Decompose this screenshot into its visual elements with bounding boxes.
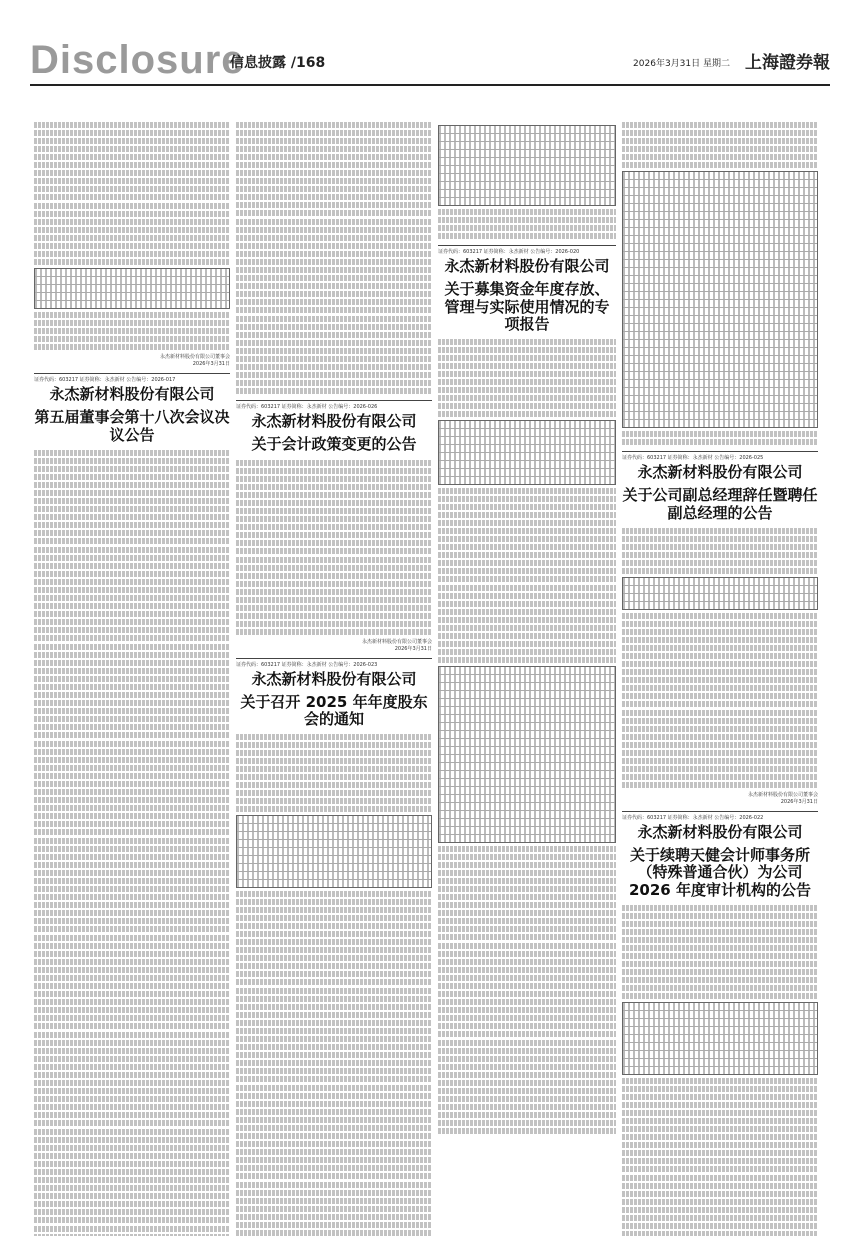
newspaper-name: 上海證券報 [745,53,830,73]
announcement-header: 证券代码：603217 证券简称：永杰新材 公告编号：2026-017 [34,373,230,383]
announcement-title: 关于公司副总经理辞任暨聘任副总经理的公告 [622,486,818,522]
announcement-company: 永杰新材料股份有限公司 [444,257,610,275]
announcement-header: 证券代码：603217 证券简称：永杰新材 公告编号：2026-025 [622,451,818,461]
announcement-company: 永杰新材料股份有限公司 [49,385,215,403]
column-1 [34,122,230,1236]
masthead [30,36,830,86]
column-4 [622,122,818,1236]
announcement-company: 永杰新材料股份有限公司 [251,412,417,430]
announcement-company: 永杰新材料股份有限公司 [251,669,417,688]
announcement-title: 关于募集资金年度存放、管理与实际使用情况的专项报告 [444,280,610,333]
data-table [622,577,818,610]
data-table [622,1002,818,1075]
announcement-company: 永杰新材料股份有限公司 [637,463,803,481]
signature: 永杰新材料股份有限公司董事会 2026年3月31日 [159,354,230,367]
announcement-header: 证券代码：603217 证券简称：永杰新材 公告编号：2026-020 [438,245,616,255]
announcement-title: 关于召开 2025 年年度股东会的通知 [240,692,428,728]
column-3 [438,122,616,1236]
announcement-header: 证券代码：603217 证券简称：永杰新材 公告编号：2026-026 [236,400,432,410]
issue-date: 2026年3月31日 星期二 [633,59,730,69]
section-logo: Disclosure [30,38,245,82]
data-table [438,666,616,843]
data-table [438,125,616,206]
announcement-title: 关于续聘天健会计师事务所（特殊普通合伙）为公司 2026 年度审计机构的公告 [629,846,811,899]
announcement-header: 证券代码：603217 证券简称：永杰新材 公告编号：2026-023 [236,658,432,668]
section-title: 信息披露 /168 [230,55,326,71]
data-table [438,420,616,485]
data-table [622,171,818,428]
announcement-header: 证券代码：603217 证券简称：永杰新材 公告编号：2026-022 [622,811,818,821]
data-table [236,815,432,888]
column-2 [236,122,432,1236]
data-table [34,268,230,309]
announcement-title: 第五届董事会第十八次会议决议公告 [34,408,230,444]
announcement-title: 关于会计政策变更的公告 [251,435,417,454]
signature: 永杰新材料股份有限公司董事会 2026年3月31日 [747,791,818,805]
signature: 永杰新材料股份有限公司董事会 2026年3月31日 [361,638,432,652]
announcement-company: 永杰新材料股份有限公司 [637,822,803,841]
